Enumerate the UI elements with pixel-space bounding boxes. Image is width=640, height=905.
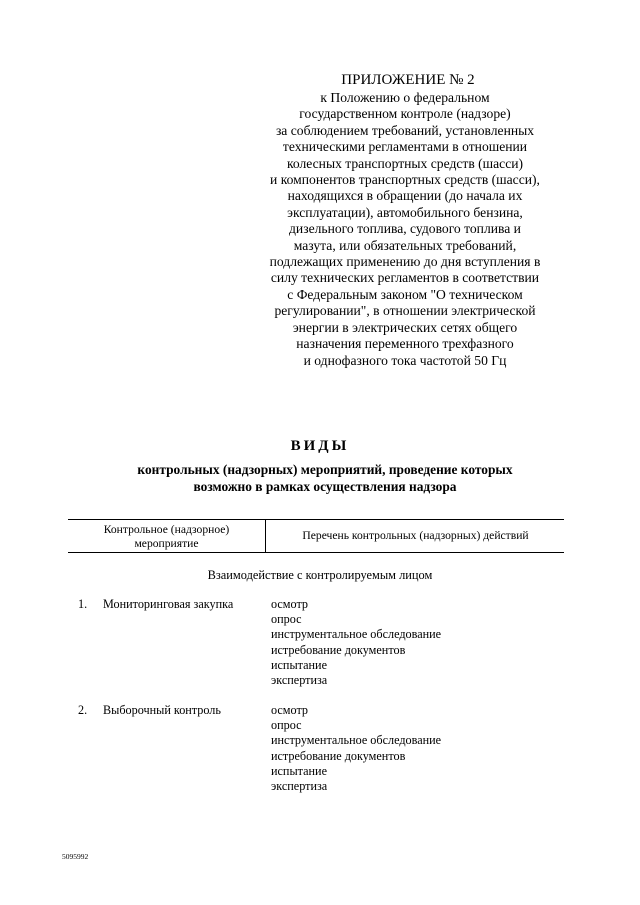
action-item: инструментальное обследование <box>271 733 442 748</box>
column-header-actions: Перечень контрольных (надзорных) действий <box>302 529 529 542</box>
appendix-line: к Положению о федеральном <box>320 90 490 105</box>
document-subtitle <box>60 461 590 495</box>
item-name: Выборочный контроль <box>103 703 221 717</box>
subtitle-line-1: контрольных (надзорных) мероприятий, проведение которых <box>137 462 513 477</box>
item-number: 2. <box>78 703 88 717</box>
action-item: осмотр <box>271 703 309 717</box>
appendix-line: колесных транспортных средств (шасси) <box>286 155 524 171</box>
column-header-measure-line-1: Контрольное (надзорное) <box>103 523 230 536</box>
document-heading: ВИДЫ <box>290 438 350 454</box>
appendix-line: дизельного топлива, судового топлива и <box>289 221 521 237</box>
appendix-line: государственном контроле (надзоре) <box>299 106 511 122</box>
column-header-measure-line-2: мероприятие <box>134 536 199 550</box>
action-item: экспертиза <box>271 673 328 688</box>
appendix-line: техническими регламентами в отношении <box>282 139 528 155</box>
appendix-line: и однофазного тока частотой 50 Гц <box>303 352 507 368</box>
action-item: опрос <box>271 718 302 733</box>
appendix-line: регулировании", в отношении электрической <box>274 303 536 319</box>
subtitle-line-2: возможно в рамках осуществления надзора <box>193 479 457 494</box>
section-title: Взаимодействие с контролируемым лицом <box>207 568 433 582</box>
action-item: истребование документов <box>271 642 406 657</box>
action-item: осмотр <box>271 597 309 611</box>
action-item: опрос <box>271 612 302 627</box>
appendix-line: эксплуатации), автомобильного бензина, <box>287 204 523 220</box>
table-header <box>68 519 564 553</box>
appendix-line: энергии в электрических сетях общего <box>292 319 518 335</box>
appendix-title: ПРИЛОЖЕНИЕ № 2 <box>341 72 475 88</box>
item-name: Мониторинговая закупка <box>103 597 234 611</box>
appendix-block <box>235 70 575 369</box>
appendix-line: силу технических регламентов в соответствии <box>270 270 540 286</box>
action-item: истребование документов <box>271 748 406 763</box>
item-actions <box>271 703 441 794</box>
appendix-line: назначения переменного трехфазного <box>296 336 514 352</box>
document-id: 5095992 <box>62 852 89 861</box>
appendix-line: мазута, или обязательных требований, <box>293 237 517 253</box>
action-item: инструментальное обследование <box>271 627 442 642</box>
action-item: экспертиза <box>271 779 328 794</box>
appendix-line: находящихся в обращении (до начала их <box>287 188 523 204</box>
item-number: 1. <box>78 597 88 611</box>
appendix-line: с Федеральным законом "О техническом <box>287 286 523 302</box>
column-header-measure <box>68 520 266 552</box>
appendix-line: за соблюдением требований, установленных <box>275 122 535 138</box>
appendix-line: и компонентов транспортных средств (шасси), <box>270 172 540 188</box>
action-item: испытание <box>271 657 327 672</box>
item-actions <box>271 597 441 688</box>
action-item: испытание <box>271 763 327 778</box>
appendix-line: подлежащих применению до дня вступления в <box>269 254 541 270</box>
